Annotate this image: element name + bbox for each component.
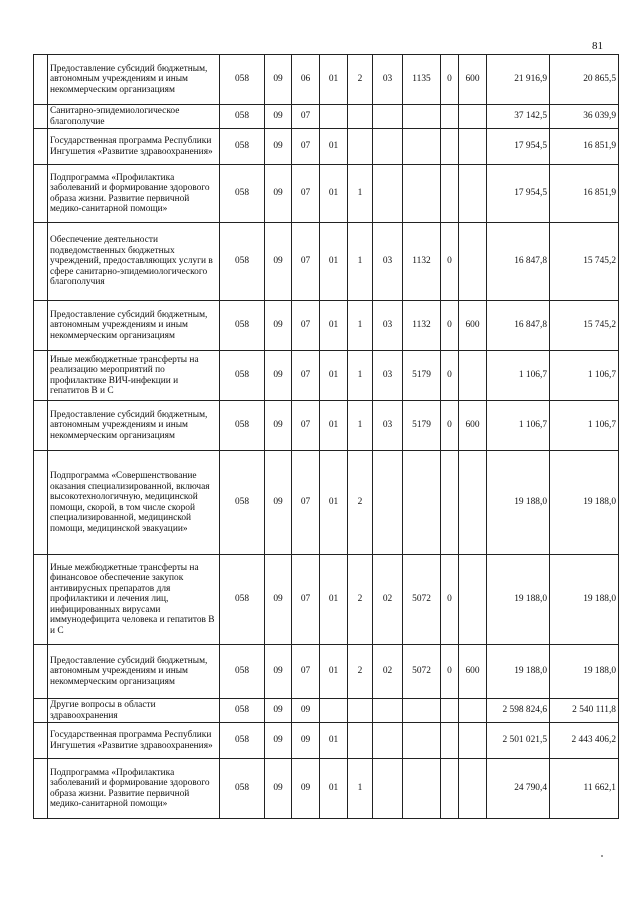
direction-cell: 5179 [403, 401, 441, 451]
direction-cell: 5179 [403, 351, 441, 401]
program-cell: 01 [320, 223, 348, 301]
budget-table [33, 54, 619, 819]
row-name: Подпрограмма «Профилактика заболеваний и формирование здорового образа жизни. Развитие первичной медико-санитарной помощи» [48, 165, 220, 223]
scan-speck [601, 855, 603, 857]
code-cell: 058 [220, 105, 265, 129]
subprogram-cell: 1 [348, 759, 373, 819]
code-cell: 058 [220, 351, 265, 401]
amount-1-cell: 21 916,9 [487, 55, 550, 105]
direction-cell [403, 699, 441, 723]
program-cell: 01 [320, 351, 348, 401]
measure-cell [373, 129, 403, 165]
section-cell: 09 [265, 223, 292, 301]
code-cell: 058 [220, 723, 265, 759]
subprogram-cell: 2 [348, 451, 373, 555]
expense-type-cell [459, 723, 487, 759]
amount-2-cell: 2 443 406,2 [550, 723, 619, 759]
subsection-cell: 07 [292, 555, 320, 645]
expense-type-cell [459, 105, 487, 129]
measure-cell: 03 [373, 401, 403, 451]
measure-cell: 03 [373, 351, 403, 401]
subsection-cell: 06 [292, 55, 320, 105]
n-cell [441, 699, 459, 723]
table-row [34, 723, 619, 759]
code-cell: 058 [220, 129, 265, 165]
amount-1-cell: 1 106,7 [487, 351, 550, 401]
code-cell: 058 [220, 699, 265, 723]
code-cell: 058 [220, 401, 265, 451]
amount-2-cell: 15 745,2 [550, 223, 619, 301]
blank-margin-cell [34, 451, 48, 555]
subprogram-cell: 2 [348, 555, 373, 645]
page-number: 81 [592, 40, 603, 52]
section-cell: 09 [265, 301, 292, 351]
amount-2-cell: 19 188,0 [550, 555, 619, 645]
code-cell: 058 [220, 555, 265, 645]
row-name: Другие вопросы в области здравоохранения [48, 699, 220, 723]
direction-cell [403, 723, 441, 759]
blank-margin-cell [34, 105, 48, 129]
amount-1-cell: 2 501 021,5 [487, 723, 550, 759]
subprogram-cell: 1 [348, 165, 373, 223]
subprogram-cell: 2 [348, 645, 373, 699]
subsection-cell: 09 [292, 699, 320, 723]
subsection-cell: 09 [292, 759, 320, 819]
section-cell: 09 [265, 351, 292, 401]
table-row [34, 105, 619, 129]
n-cell: 0 [441, 645, 459, 699]
measure-cell [373, 451, 403, 555]
section-cell: 09 [265, 555, 292, 645]
row-name: Подпрограмма «Совершенствование оказания специализированной, включая высокотехнологичную, медицинской помощи, скорой, в том числе скорой специализированной, медицинской помощи, медицинской эвакуации» [48, 451, 220, 555]
direction-cell: 1132 [403, 301, 441, 351]
row-name: Подпрограмма «Профилактика заболеваний и формирование здорового образа жизни. Развитие первичной медико-санитарной помощи» [48, 759, 220, 819]
measure-cell: 03 [373, 55, 403, 105]
expense-type-cell [459, 165, 487, 223]
row-name: Обеспечение деятельности подведомственных бюджетных учреждений, предоставляющих услуги в сфере санитарно-эпидемиологического благополучия [48, 223, 220, 301]
program-cell: 01 [320, 759, 348, 819]
table-row [34, 759, 619, 819]
table-row [34, 301, 619, 351]
program-cell: 01 [320, 645, 348, 699]
subprogram-cell: 1 [348, 401, 373, 451]
subsection-cell: 07 [292, 301, 320, 351]
amount-1-cell: 19 188,0 [487, 451, 550, 555]
blank-margin-cell [34, 645, 48, 699]
amount-2-cell: 16 851,9 [550, 165, 619, 223]
direction-cell: 1132 [403, 223, 441, 301]
amount-1-cell: 1 106,7 [487, 401, 550, 451]
blank-margin-cell [34, 759, 48, 819]
subprogram-cell [348, 699, 373, 723]
table-row [34, 223, 619, 301]
amount-1-cell: 17 954,5 [487, 129, 550, 165]
n-cell: 0 [441, 555, 459, 645]
code-cell: 058 [220, 301, 265, 351]
amount-1-cell: 37 142,5 [487, 105, 550, 129]
subprogram-cell: 1 [348, 223, 373, 301]
expense-type-cell [459, 699, 487, 723]
amount-2-cell: 16 851,9 [550, 129, 619, 165]
amount-1-cell: 19 188,0 [487, 555, 550, 645]
amount-1-cell: 16 847,8 [487, 301, 550, 351]
program-cell: 01 [320, 301, 348, 351]
section-cell: 09 [265, 451, 292, 555]
subsection-cell: 07 [292, 129, 320, 165]
subprogram-cell: 1 [348, 301, 373, 351]
section-cell: 09 [265, 55, 292, 105]
blank-margin-cell [34, 223, 48, 301]
row-name: Предоставление субсидий бюджетным, автономным учреждениям и иным некоммерческим организациям [48, 55, 220, 105]
expense-type-cell: 600 [459, 645, 487, 699]
table-row [34, 645, 619, 699]
measure-cell [373, 759, 403, 819]
section-cell: 09 [265, 645, 292, 699]
section-cell: 09 [265, 723, 292, 759]
row-name: Санитарно-эпидемиологическое благополучие [48, 105, 220, 129]
direction-cell [403, 165, 441, 223]
program-cell [320, 105, 348, 129]
direction-cell [403, 105, 441, 129]
expense-type-cell [459, 451, 487, 555]
subprogram-cell [348, 129, 373, 165]
row-name: Государственная программа Республики Ингушетия «Развитие здравоохранения» [48, 129, 220, 165]
table-row [34, 555, 619, 645]
amount-1-cell: 19 188,0 [487, 645, 550, 699]
code-cell: 058 [220, 451, 265, 555]
expense-type-cell [459, 555, 487, 645]
blank-margin-cell [34, 55, 48, 105]
table-row [34, 699, 619, 723]
program-cell: 01 [320, 129, 348, 165]
program-cell [320, 699, 348, 723]
row-name: Предоставление субсидий бюджетным, автономным учреждениям и иным некоммерческим организациям [48, 645, 220, 699]
code-cell: 058 [220, 55, 265, 105]
subprogram-cell: 1 [348, 351, 373, 401]
expense-type-cell: 600 [459, 401, 487, 451]
direction-cell: 5072 [403, 645, 441, 699]
subsection-cell: 07 [292, 451, 320, 555]
table-row [34, 55, 619, 105]
subsection-cell: 07 [292, 105, 320, 129]
measure-cell [373, 165, 403, 223]
n-cell: 0 [441, 55, 459, 105]
amount-2-cell: 19 188,0 [550, 451, 619, 555]
amount-1-cell: 24 790,4 [487, 759, 550, 819]
measure-cell [373, 105, 403, 129]
n-cell [441, 723, 459, 759]
amount-1-cell: 2 598 824,6 [487, 699, 550, 723]
amount-2-cell: 1 106,7 [550, 351, 619, 401]
measure-cell: 03 [373, 223, 403, 301]
direction-cell [403, 451, 441, 555]
table-row [34, 451, 619, 555]
n-cell: 0 [441, 401, 459, 451]
direction-cell [403, 129, 441, 165]
program-cell: 01 [320, 555, 348, 645]
amount-1-cell: 17 954,5 [487, 165, 550, 223]
row-name: Иные межбюджетные трансферты на финансовое обеспечение закупок антивирусных препаратов для профилактики и лечения лиц, инфицированных вирусами иммунодефицита человека и гепатитов В и С [48, 555, 220, 645]
code-cell: 058 [220, 223, 265, 301]
amount-2-cell: 20 865,5 [550, 55, 619, 105]
subsection-cell: 09 [292, 723, 320, 759]
section-cell: 09 [265, 129, 292, 165]
program-cell: 01 [320, 723, 348, 759]
program-cell: 01 [320, 401, 348, 451]
subprogram-cell [348, 723, 373, 759]
n-cell [441, 105, 459, 129]
section-cell: 09 [265, 759, 292, 819]
code-cell: 058 [220, 645, 265, 699]
subsection-cell: 07 [292, 165, 320, 223]
blank-margin-cell [34, 555, 48, 645]
row-name: Иные межбюджетные трансферты на реализацию мероприятий по профилактике ВИЧ-инфекции и гепатитов В и С [48, 351, 220, 401]
amount-2-cell: 1 106,7 [550, 401, 619, 451]
measure-cell: 03 [373, 301, 403, 351]
blank-margin-cell [34, 723, 48, 759]
blank-margin-cell [34, 351, 48, 401]
subsection-cell: 07 [292, 401, 320, 451]
blank-margin-cell [34, 165, 48, 223]
amount-2-cell: 19 188,0 [550, 645, 619, 699]
subsection-cell: 07 [292, 223, 320, 301]
n-cell: 0 [441, 223, 459, 301]
code-cell: 058 [220, 165, 265, 223]
n-cell [441, 165, 459, 223]
section-cell: 09 [265, 105, 292, 129]
amount-2-cell: 2 540 111,8 [550, 699, 619, 723]
blank-margin-cell [34, 699, 48, 723]
amount-2-cell: 36 039,9 [550, 105, 619, 129]
table-row [34, 165, 619, 223]
direction-cell: 5072 [403, 555, 441, 645]
n-cell: 0 [441, 351, 459, 401]
measure-cell [373, 699, 403, 723]
subsection-cell: 07 [292, 351, 320, 401]
measure-cell [373, 723, 403, 759]
expense-type-cell: 600 [459, 301, 487, 351]
program-cell: 01 [320, 55, 348, 105]
row-name: Предоставление субсидий бюджетным, автономным учреждениям и иным некоммерческим организациям [48, 301, 220, 351]
expense-type-cell [459, 759, 487, 819]
measure-cell: 02 [373, 645, 403, 699]
subsection-cell: 07 [292, 645, 320, 699]
n-cell: 0 [441, 301, 459, 351]
measure-cell: 02 [373, 555, 403, 645]
n-cell [441, 129, 459, 165]
program-cell: 01 [320, 451, 348, 555]
blank-margin-cell [34, 401, 48, 451]
direction-cell: 1135 [403, 55, 441, 105]
blank-margin-cell [34, 301, 48, 351]
blank-margin-cell [34, 129, 48, 165]
section-cell: 09 [265, 401, 292, 451]
amount-2-cell: 15 745,2 [550, 301, 619, 351]
section-cell: 09 [265, 165, 292, 223]
direction-cell [403, 759, 441, 819]
expense-type-cell: 600 [459, 55, 487, 105]
table-row [34, 401, 619, 451]
subprogram-cell [348, 105, 373, 129]
section-cell: 09 [265, 699, 292, 723]
expense-type-cell [459, 351, 487, 401]
table-row [34, 129, 619, 165]
table-body [34, 55, 619, 819]
amount-1-cell: 16 847,8 [487, 223, 550, 301]
row-name: Предоставление субсидий бюджетным, автономным учреждениям и иным некоммерческим организациям [48, 401, 220, 451]
row-name: Государственная программа Республики Ингушетия «Развитие здравоохранения» [48, 723, 220, 759]
expense-type-cell [459, 223, 487, 301]
n-cell [441, 759, 459, 819]
n-cell [441, 451, 459, 555]
code-cell: 058 [220, 759, 265, 819]
amount-2-cell: 11 662,1 [550, 759, 619, 819]
expense-type-cell [459, 129, 487, 165]
table-row [34, 351, 619, 401]
subprogram-cell: 2 [348, 55, 373, 105]
program-cell: 01 [320, 165, 348, 223]
